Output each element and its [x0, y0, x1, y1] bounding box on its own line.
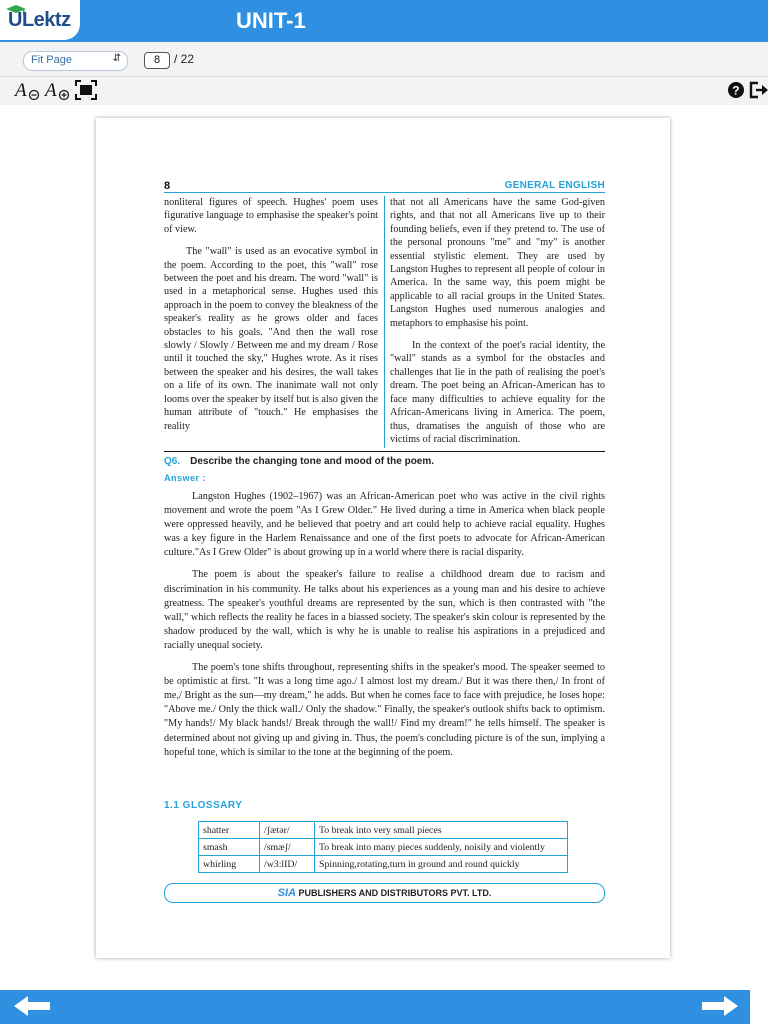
logo-text: ULektz	[8, 9, 71, 31]
table-row	[199, 839, 568, 856]
paragraph: The poem is about the speaker's failure to realise a childhood dream due to racism and discrimination in his community. He talks about his experiences as a young man and his desire to achieve greatness. The speaker's youthful dreams are represented by the sun, which is then contrasted with "the wall," which reflects the reality he faces in a biassed society. The speaker's skin colour is represented by the shadow produced by the wall, which is why he is unable to realise his aspirations in a prejudiced and racially unequal society.	[164, 569, 605, 651]
glossary-word: shatter	[199, 822, 260, 839]
publisher-name: PUBLISHERS AND DISTRIBUTORS PVT. LTD.	[295, 888, 492, 898]
top-bar	[0, 0, 768, 42]
glossary-meaning: Spinning,rotating,turn in ground and round quickly	[315, 856, 568, 873]
next-page-arrow-icon[interactable]	[700, 993, 740, 1019]
logout-icon[interactable]	[749, 79, 768, 101]
zoom-select[interactable]	[23, 51, 128, 71]
glossary-meaning: To break into very small pieces	[315, 822, 568, 839]
svg-text:?: ?	[732, 83, 740, 98]
glossary-pronunciation: /ʃætər/	[260, 822, 315, 839]
answer-body	[164, 490, 605, 768]
fullscreen-icon[interactable]	[74, 79, 98, 101]
page-total: / 22	[174, 52, 195, 66]
svg-text:A: A	[45, 80, 57, 101]
paragraph: nonliteral figures of speech. Hughes' poem uses figurative language to emphasise the speaker's point of view.	[164, 197, 378, 235]
help-icon[interactable]	[727, 79, 745, 101]
paragraph: that not all Americans have the same God-given rights, and that not all Americans live up to their founding beliefs, even if they pretend to. The use of the personal pronouns "me" and "my" is another essential stylistic element. They are used by Langston Hughes to represent all people of colour in America. In the same way, this poem might be applicable to all racial groups in the United States. Langston Hughes used numerous analogies and metaphors to emphasise his point.	[390, 197, 605, 329]
publisher-logo: SIA	[277, 887, 296, 899]
glossary-title: 1.1 GLOSSARY	[164, 800, 243, 811]
running-head: GENERAL ENGLISH	[504, 180, 605, 191]
question-text: Describe the changing tone and mood of the poem.	[190, 456, 435, 467]
glossary-pronunciation: /w3:lID/	[260, 856, 315, 873]
logo[interactable]	[0, 0, 80, 40]
page-number-input[interactable]: 8	[144, 52, 170, 69]
svg-text:A: A	[15, 80, 27, 101]
glossary-table	[198, 821, 568, 873]
document-page	[96, 118, 670, 958]
page-title: UNIT-1	[236, 8, 306, 33]
zoom-select-value: Fit Page	[31, 54, 72, 66]
bottom-bar	[0, 990, 750, 1024]
glossary-pronunciation: /smæʃ/	[260, 839, 315, 856]
glossary-word: whirling	[199, 856, 260, 873]
secondary-toolbar	[0, 77, 768, 105]
paragraph: The poem's tone shifts throughout, representing shifts in the speaker's mood. The speaker seemed to be optimistic at first. "It was a long time ago./ I almost lost my dream./ But it was there then,/ In front of me,/ Bright as the sun—my dream," he adds. But when he comes face to face with prejudice, he loses hope: "Above me./ Only the thick wall./ Only the shadow." Finally, the speaker's outlook shifts back to optimism. "My hands!/ My black hands!/ Break through the wall!/ Find my dream!" he tells himself. The speaker is determined about not giving up and giving in. Thus, the poem's concluding picture is of the sun, implying a hopeful tone, which is similar to the tone at the beginning of the poem.	[164, 662, 605, 758]
increase-font-icon[interactable]	[44, 79, 70, 101]
glossary-word: smash	[199, 839, 260, 856]
paragraph: In the context of the poet's racial identity, the "wall" stands as a symbol for the obstacles and challenges that lie in the path of realising the poet's dream. The poet being an African-American has to face many difficulties to achieve equality for the African-Americans living in America. The poem, thus, dramatises the anguish of those who are victims of racial discrimination.	[390, 340, 605, 445]
previous-page-arrow-icon[interactable]	[12, 993, 52, 1019]
question-number: Q6.	[164, 456, 181, 467]
question-heading	[164, 456, 434, 467]
column-left	[164, 196, 378, 448]
table-row	[199, 822, 568, 839]
glossary-meaning: To break into many pieces suddenly, noisily and violently	[315, 839, 568, 856]
column-divider	[384, 196, 385, 448]
decrease-font-icon[interactable]	[14, 79, 40, 101]
publisher-footer	[164, 883, 605, 903]
header-rule	[164, 192, 605, 193]
paragraph: Langston Hughes (1902–1967) was an African-American poet who was active in the civil rights movement and wrote the poem "As I Grew Older." He lived during a time in America when black people were oppressed heavily, and he believed that poetry and art could help to achieve racial equality. Hughes was a key figure in the Harlem Renaissance and one of the first poets to advocate for African-American culture."As I Grew Older" is about growing up in a world where there is racial disparity.	[164, 491, 605, 559]
chevron-updown-icon: ⇵	[112, 53, 121, 64]
page-number: 8	[164, 180, 171, 192]
section-rule	[164, 451, 605, 452]
column-right	[390, 196, 605, 448]
paragraph: The "wall" is used as an evocative symbol in the poem. According to the poet, this "wall" rose between the poet and his dream. The word "wall" is used in a metaphorical sense. Hughes used this approach in the poem to convey the bleakness of the speaker's reality as he grows older and faces obstacles to his goals. "And then the wall rose slowly / Slowly / Between me and my dream / Rose until it touched the sky," Hughes wrote. As it rises between the speaker and his desires, the wall takes on a life of its own. The inanimate wall not only looms over the speaker by itself but is also given the human attribute of "touch." He emphasises the reality	[164, 246, 378, 432]
table-row	[199, 856, 568, 873]
answer-label: Answer :	[164, 473, 207, 483]
